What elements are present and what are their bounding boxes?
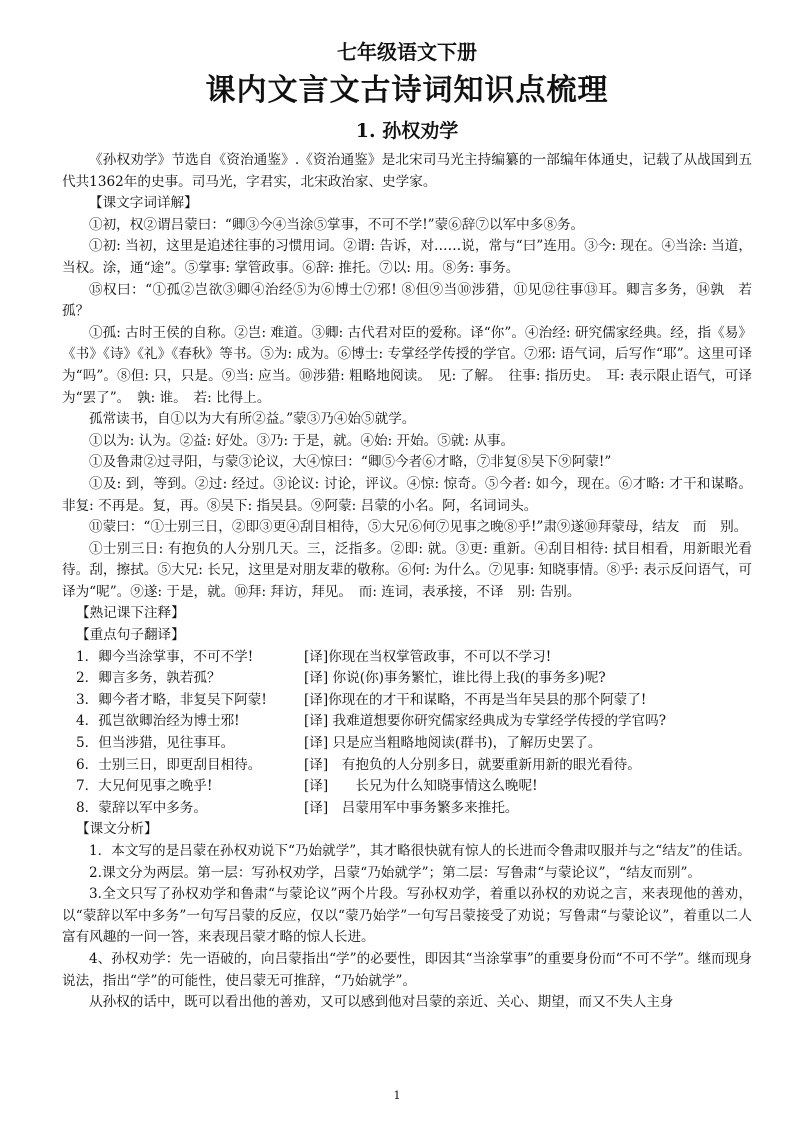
text-passage-3: 孤常读书，自①以为大有所②益。”蒙③乃④始⑤就学。 [89, 411, 416, 428]
section-heading-notes: 【熟记课下注释】 [76, 605, 185, 622]
text-passage-1: ①初，权②谓吕蒙曰：“卿③今④当涂⑤掌事，不可不学!”蒙⑥辞⑦以军中多⑧务。 [89, 216, 585, 233]
main-title: 课内文言文古诗词知识点梳理 [205, 73, 609, 108]
sentence-translation: [译] 吕蒙用军中事务繁多来推托。 [304, 799, 519, 816]
text-passage-4: ①及鲁肃②过寻阳，与蒙③论议，大④惊曰：“卿⑤今者⑥才略，⑦非复⑧吴下⑨阿蒙!” [89, 454, 612, 471]
grade-title: 七年级语文下册 [337, 40, 477, 64]
sentence-text: 6．士别三日，即更刮目相待。 [76, 756, 262, 773]
sentence-text: 5．但当涉猎，见往事耳。 [76, 735, 235, 752]
page-number: 1 [393, 1089, 401, 1102]
document-page [62, 38, 752, 1014]
sentence-translation: [译] 长兄为什么知晓事情这么晚呢! [304, 778, 538, 795]
translation-list [62, 647, 752, 820]
text-passage-5: ⑪蒙曰：“①士别三日，②即③更④刮目相待，⑤大兄⑥何⑦见事之晚⑧乎!”肃⑨遂⑩拜蒙母，结友 而 别。 [89, 519, 748, 536]
sentence-text: 7．大兄何见事之晚乎! [76, 778, 213, 795]
sentence-text: 4．孤岂欲卿治经为博士邪! [76, 713, 240, 730]
translation-row [62, 668, 752, 690]
analysis-item: 从孙权的话中，既可以看出他的善劝，又可以感到他对吕蒙的亲近、关心、期望，而又不失人主身 [89, 994, 674, 1011]
sentence-text: 8．蒙辞以军中多务。 [76, 799, 207, 816]
section-heading-translation: 【重点句子翻译】 [76, 627, 185, 644]
translation-row [62, 647, 752, 669]
intro-paragraph: 《孙权劝学》节选自《资治通鉴》.《资治通鉴》是北宋司马光主持编纂的一部编年体通史，记载了从战国到五代共1362年的史事。司马光，字君实，北宋政治家、史学家。 [62, 152, 752, 190]
translation-row [62, 776, 752, 798]
sentence-translation: [译] 只是应当粗略地阅读(群书)，了解历史罢了。 [304, 735, 602, 752]
sentence-text: 1．卿今当涂掌事，不可不学! [76, 648, 254, 665]
sentence-text: 2．卿言多务，孰若孤？ [76, 670, 221, 687]
sentence-translation: [译] 我难道想要你研究儒家经典成为专掌经学传授的学官吗? [304, 713, 667, 730]
section-heading-analysis: 【课文分析】 [76, 821, 158, 838]
notes-passage-2: ①孤: 古时王侯的自称。②岂: 难道。③卿: 古代君对臣的爱称。译“你”。④治经: 研究儒家经典。经，指《易》《书》《诗》《礼》《春秋》等书。⑤为: 成为。⑥博士: 专掌经学传授的学官。⑦邪: 语气词，后写作“耶”。这里可译为“吗”。⑧但: 只，只是。⑨当: 应当。⑩涉猎: 粗略地阅读。 见: 了解。 往事: 指历史。 耳: 表示限止语气，可译为“罢了”。 孰: 谁。 若: 比得上。 [62, 324, 752, 406]
sentence-translation: [译] 有抱负的人分别多日，就要重新用新的眼光看待。 [304, 756, 641, 773]
notes-passage-4: ①及: 到，等到。②过: 经过。③论议: 讨论，评议。④惊: 惊奇。⑤今者: 如今，现在。⑥才略: 才干和谋略。非复: 不再是。复，再。⑧吴下: 指吴县。⑨阿蒙: 吕蒙的小名。阿，名词词头。 [62, 475, 752, 514]
translation-row [62, 711, 752, 733]
analysis-item: 4、孙权劝学：先一语破的，向吕蒙指出“学”的必要性，即因其“当涂掌事”的重要身份而“不可不学”。继而现身说法，指出“学”的可能性，使吕蒙无可推辞，“乃始就学”。 [62, 950, 752, 989]
translation-row [62, 690, 752, 712]
translation-row [62, 733, 752, 755]
translation-row [62, 755, 752, 777]
section-heading-vocab: 【课文字词详解】 [89, 195, 198, 212]
text-passage-2: ⑮权曰：“①孤②岂欲③卿④治经⑤为⑥博士⑦邪! ⑧但⑨当⑩涉猎，⑪见⑫往事⑬耳。卿言多务，⑭孰 若孤？ [62, 281, 752, 320]
translation-row [62, 798, 752, 820]
analysis-item: 1．本文写的是吕蒙在孙权劝说下“乃始就学”，其才略很快就有惊人的长进而令鲁肃叹服并与之“结友”的佳话。 [89, 843, 751, 859]
sentence-translation: [译]你现在的才干和谋略，不再是当年吴县的那个阿蒙了! [304, 691, 647, 708]
notes-passage-3: ①以为: 认为。②益: 好处。③乃: 于是，就。④始: 开始。⑤就: 从事。 [89, 432, 515, 449]
lesson-title: 1. 孙权劝学 [355, 120, 459, 142]
notes-passage-1: ①初: 当初，这里是追述往事的习惯用词。②谓: 告诉，对……说，常与“曰”连用。③今: 现在。④当涂: 当道，当权。涂，通“途”。⑤掌事: 掌管政事。⑥辞: 推托。⑦以: 用。⑧务: 事务。 [62, 238, 752, 276]
analysis-item: 2.课文分为两层。第一层：写孙权劝学，吕蒙“乃始就学”；第二层：写鲁肃“与蒙论议”，“结友而别”。 [89, 864, 702, 881]
sentence-translation: [译]你现在当权掌管政事，不可以不学习! [304, 648, 552, 665]
sentence-text: 3．卿今者才略，非复吴下阿蒙! [76, 691, 267, 708]
sentence-translation: [译] 你说(你)事务繁忙，谁比得上我(的事务多)呢? [304, 670, 606, 687]
notes-passage-5: ①士别三日: 有抱负的人分别几天。三，泛指多。②即: 就。③更: 重新。④刮目相待: 拭目相看，用新眼光看待。刮，擦拭。⑤大兄: 长兄，这里是对朋友辈的敬称。⑥何: 为什么。⑦见事: 知晓事情。⑧乎: 表示反问语气，可译为“呢”。⑨遂: 于是，就。⑩拜: 拜访，拜见。 而: 连词，表承接，不译 别: 告别。 [62, 540, 752, 600]
analysis-item: 3.全文只写了孙权劝学和鲁肃“与蒙论议”两个片段。写孙权劝学，着重以孙权的劝说之言，来表现他的善劝，以“蒙辞以军中多务”一句写吕蒙的反应，仅以“蒙乃始学”一句写吕蒙接受了劝说；写鲁肃“与蒙论议”，着重以二人富有风趣的一问一答，来表现吕蒙才略的惊人长进。 [62, 886, 752, 946]
